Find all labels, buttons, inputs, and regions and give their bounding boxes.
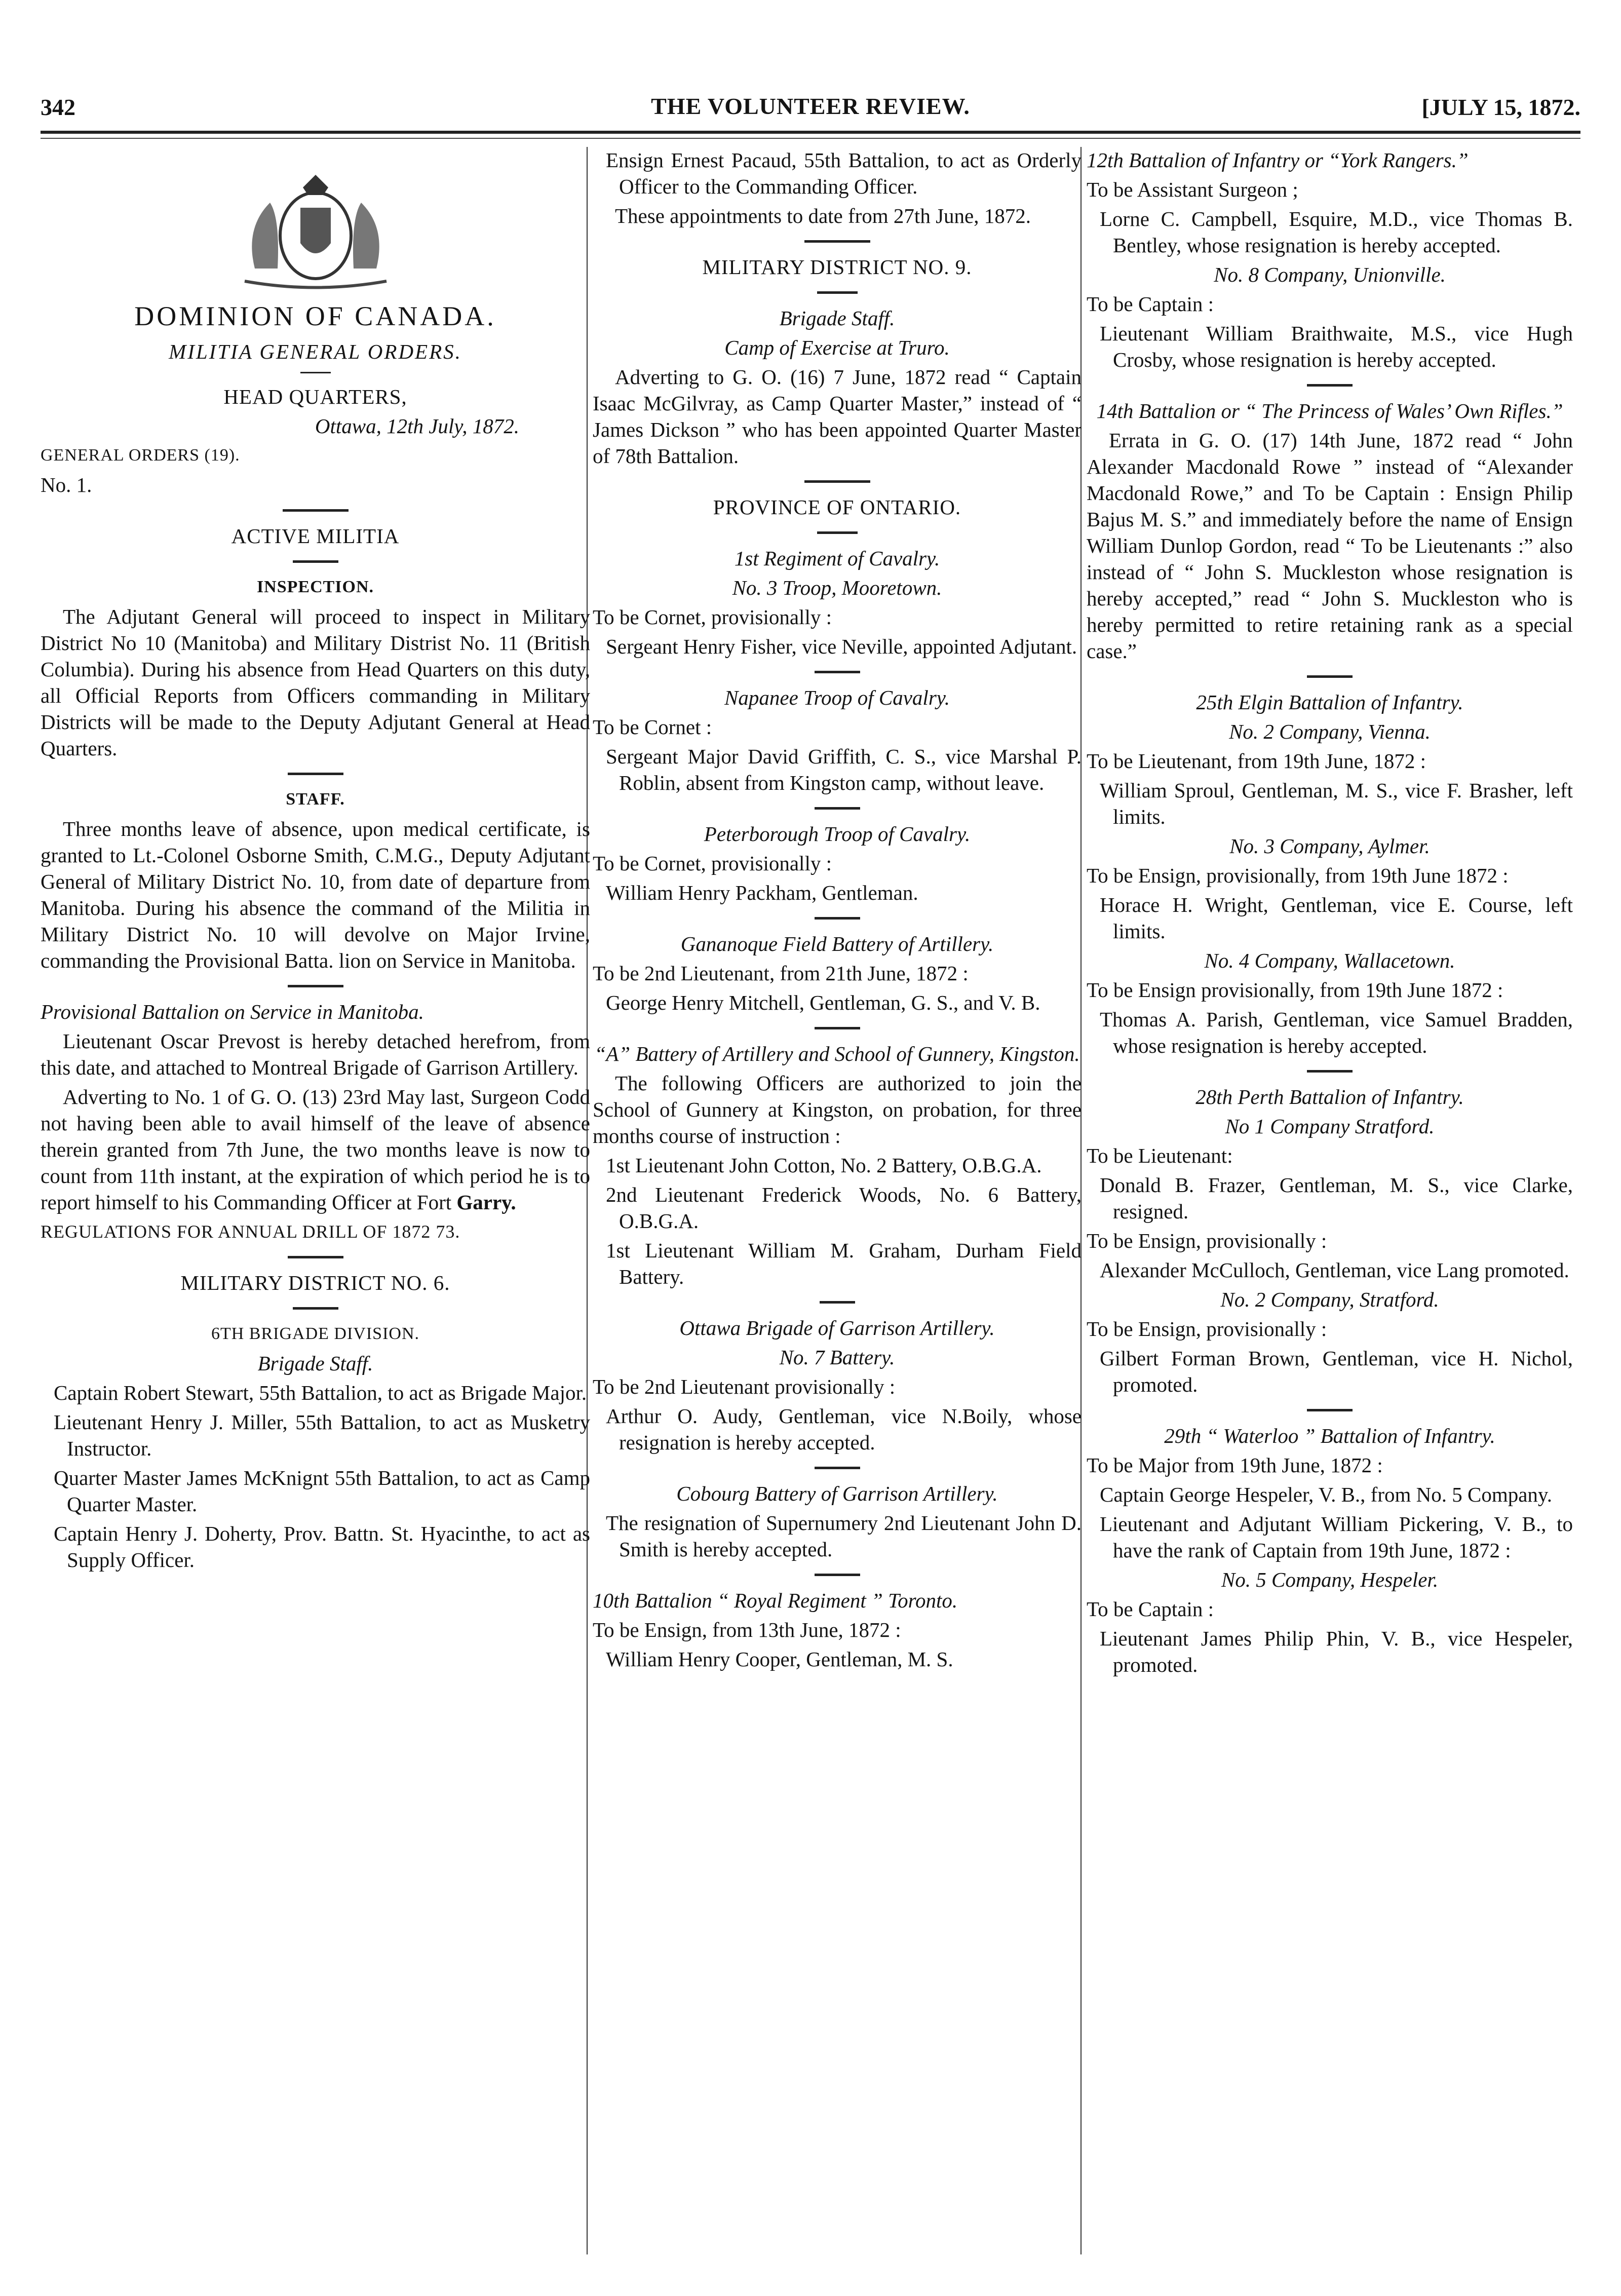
separator — [1307, 1070, 1353, 1073]
appointment-label: To be Cornet, provisionally : — [593, 605, 832, 629]
paragraph: Adverting to G. O. (16) 7 June, 1872 read “ Captain Isaac McGilvray, as Camp Quarter Master,” instead of “ James Dickson ” who has been appointed Quarter Master of 78th Battalion. — [593, 365, 1082, 468]
header-rule-thin — [41, 138, 1580, 139]
appointment-label: To be Ensign, from 13th June, 1872 : — [593, 1618, 901, 1641]
province-heading: PROVINCE OF ONTARIO. — [713, 495, 961, 519]
separator — [815, 671, 860, 673]
separator — [815, 917, 860, 920]
adverting-text: Adverting to No. 1 of G. O. (13) 23rd May last, Surgeon Codd not having been able to avail himself of the leave of absence therein granted from 7th June, the two months leave is now to count from 11th instant, at the expiration of which period he is to report himself to his Commanding Officer at Fort — [41, 1085, 590, 1214]
separator — [820, 1301, 855, 1304]
appointment: Lieutenant Henry J. Miller, 55th Battalion, to act as Musketry Instructor. — [54, 1410, 590, 1460]
appointment-label: To be Captain : — [1087, 292, 1214, 316]
column-1 — [41, 147, 590, 1576]
dominion-heading: DOMINION OF CANADA. — [134, 301, 496, 331]
paragraph: Errata in G. O. (17) 14th June, 1872 read “ John Alexander Macdonald Rowe ” instead of “Alexander Macdonald Rowe,” and To be Captain : Ensign Philip Bajus M. S.” and immediately before the name of Ensign William Dunlop Gordon, read “ To be Lieutenants :” also instead of “ John S. Muckleston whose resignation is hereby accepted,” read “ John S. Muckleston who is hereby permitted to retire retaining rank as a special case.” — [1087, 429, 1573, 663]
appointment-label: To be Assistant Surgeon ; — [1087, 178, 1298, 201]
head-quarters: HEAD QUARTERS, — [223, 385, 407, 408]
column-3 — [1087, 147, 1573, 1681]
separator — [1307, 384, 1353, 387]
separator — [804, 240, 870, 243]
paragraph — [41, 1084, 590, 1215]
appointment-label: To be Ensign, provisionally : — [1087, 1229, 1327, 1252]
appointment-label: To be Cornet, provisionally : — [593, 852, 832, 875]
subheading: Provisional Battalion on Service in Manitoba. — [41, 1000, 424, 1023]
subheading: 14th Battalion or “ The Princess of Wales’ Own Rifles.” — [1096, 399, 1563, 423]
subheading: No. 2 Company, Stratford. — [1220, 1288, 1439, 1311]
separator — [293, 560, 338, 563]
subheading: 25th Elgin Battalion of Infantry. — [1196, 691, 1463, 714]
appointment: Sergeant Major David Griffith, C. S., vice Marshal P. Roblin, absent from Kingston camp, without leave. — [606, 745, 1082, 794]
appointment: Horace H. Wright, Gentleman, vice E. Course, left limits. — [1100, 893, 1573, 943]
separator — [288, 1256, 343, 1258]
appointment: The resignation of Supernumery 2nd Lieutenant John D. Smith is hereby accepted. — [606, 1511, 1082, 1561]
appointment: 1st Lieutenant John Cotton, No. 2 Battery, O.B.G.A. — [606, 1154, 1042, 1177]
subheading: Gananoque Field Battery of Artillery. — [680, 932, 994, 955]
subheading: No. 5 Company, Hespeler. — [1221, 1568, 1439, 1591]
appointment-label: To be Major from 19th June, 1872 : — [1087, 1453, 1383, 1477]
separator — [1307, 1409, 1353, 1411]
orders-title: MILITIA GENERAL ORDERS. — [169, 340, 462, 363]
appointment: Alexander McCulloch, Gentleman, vice Lang promoted. — [1100, 1258, 1569, 1282]
district-heading: MILITARY DISTRICT NO. 9. — [702, 255, 972, 279]
appointment: Arthur O. Audy, Gentleman, vice N.Boily, whose resignation is hereby accepted. — [606, 1404, 1082, 1454]
separator — [288, 773, 343, 775]
appointment-label: To be Cornet : — [593, 715, 712, 739]
subheading: No. 2 Company, Vienna. — [1229, 720, 1431, 743]
royal-coat-of-arms-icon — [224, 167, 407, 294]
subheading: No. 8 Company, Unionville. — [1214, 263, 1446, 286]
appointment: Gilbert Forman Brown, Gentleman, vice H. Nichol, promoted. — [1100, 1347, 1573, 1396]
subheading: Brigade Staff. — [779, 307, 895, 330]
subheading: Camp of Exercise at Truro. — [724, 336, 950, 359]
header-rule — [41, 131, 1580, 134]
page-date: [JULY 15, 1872. — [1421, 94, 1580, 120]
subheading: Brigade Staff. — [257, 1352, 373, 1375]
appointment-label: To be Ensign, provisionally : — [1087, 1317, 1327, 1341]
appointment-label: To be Ensign provisionally, from 19th June 1872 : — [1087, 978, 1503, 1002]
subheading: 10th Battalion “ Royal Regiment ” Toronto. — [593, 1589, 958, 1612]
fort-garry: Garry. — [456, 1191, 516, 1214]
paragraph: The Adjutant General will proceed to inspect in Military District No 10 (Manitoba) and Military Distrist No. 11 (British Columbia). During his absence from Head Quarters on this duty, all Official Reports from Officers commanding in Military Districts will be made to the Deputy Adjutant General at Head Quarters. — [41, 605, 590, 760]
subheading: “A” Battery of Artillery and School of Gunnery, Kingston. — [594, 1042, 1080, 1065]
place-date: Ottawa, 12th July, 1872. — [315, 414, 519, 438]
separator — [817, 291, 858, 294]
separator — [815, 1467, 860, 1469]
subheading: No. 3 Company, Aylmer. — [1229, 834, 1430, 858]
appointment: William Henry Cooper, Gentleman, M. S. — [606, 1648, 953, 1671]
subheading: 28th Perth Battalion of Infantry. — [1195, 1085, 1464, 1108]
separator — [300, 372, 331, 373]
appointment: Thomas A. Parish, Gentleman, vice Samuel Bradden, whose resignation is hereby accepted. — [1100, 1008, 1573, 1057]
subheading: 1st Regiment of Cavalry. — [734, 547, 940, 570]
order-number: No. 1. — [41, 473, 92, 496]
subheading: 29th “ Waterloo ” Battalion of Infantry. — [1164, 1424, 1495, 1447]
appointment: William Henry Packham, Gentleman. — [606, 881, 918, 904]
paragraph: Three months leave of absence, upon medical certificate, is granted to Lt.-Colonel Osborne Smith, C.M.G., Deputy Adjutant General of Military District No. 10, from date of departure from Manitoba. During his absence the command of the Militia in Military District No. 10 will devolve on Major Irvine, commanding the Provisional Batta. lion on Service in Manitoba. — [41, 817, 590, 972]
appointment-label: To be 2nd Lieutenant, from 21th June, 1872 : — [593, 962, 969, 985]
page-title: THE VOLUNTEER REVIEW. — [651, 93, 970, 119]
appointment: 1st Lieutenant William M. Graham, Durham Field Battery. — [606, 1239, 1082, 1288]
appointment-label: To be Captain : — [1087, 1597, 1214, 1621]
subheading-staff: STAFF. — [286, 790, 345, 809]
paragraph: The following Officers are authorized to join the School of Gunnery at Kingston, on probation, for three months course of instruction : — [593, 1072, 1082, 1147]
separator — [815, 1027, 860, 1029]
appointment: George Henry Mitchell, Gentleman, G. S., and V. B. — [606, 991, 1040, 1014]
appointment-label: To be Lieutenant: — [1087, 1144, 1233, 1167]
page-header — [41, 84, 1580, 124]
district-heading: MILITARY DISTRICT NO. 6. — [180, 1271, 450, 1294]
separator — [288, 985, 343, 987]
regulations-heading: REGULATIONS FOR ANNUAL DRILL OF 1872 73. — [41, 1221, 460, 1242]
subheading: No. 3 Troop, Mooretown. — [732, 576, 942, 599]
separator — [293, 1307, 338, 1310]
subheading: Peterborough Troop of Cavalry. — [704, 822, 971, 846]
section-heading: ACTIVE MILITIA — [231, 524, 400, 548]
appointment: Lorne C. Campbell, Esquire, M.D., vice Thomas B. Bentley, whose resignation is hereby accepted. — [1100, 207, 1573, 257]
page-number: 342 — [41, 94, 75, 120]
column-2 — [593, 147, 1082, 1675]
subheading: Napanee Troop of Cavalry. — [724, 686, 950, 709]
separator — [283, 509, 349, 512]
appointment: Quarter Master James McKnignt 55th Battalion, to act as Camp Quarter Master. — [54, 1466, 590, 1516]
appointment: 2nd Lieutenant Frederick Woods, No. 6 Battery, O.B.G.A. — [606, 1183, 1082, 1233]
appointment-label: To be Lieutenant, from 19th June, 1872 : — [1087, 749, 1426, 773]
appointment: Donald B. Frazer, Gentleman, M. S., vice Clarke, resigned. — [1100, 1173, 1573, 1223]
appointment: Captain Henry J. Doherty, Prov. Battn. St. Hyacinthe, to act as Supply Officer. — [54, 1522, 590, 1572]
appointment: Captain George Hespeler, V. B., from No. 5 Company. — [1100, 1483, 1553, 1506]
separator — [1307, 675, 1353, 678]
subheading: No. 7 Battery. — [779, 1346, 895, 1369]
general-orders-number: GENERAL ORDERS (19). — [41, 446, 240, 465]
paragraph: Lieutenant Oscar Prevost is hereby detached herefrom, from this date, and attached to Montreal Brigade of Garrison Artillery. — [41, 1029, 590, 1079]
separator — [815, 807, 860, 810]
appointment: Lieutenant James Philip Phin, V. B., vice Hespeler, promoted. — [1100, 1627, 1573, 1676]
appointment-label: To be Ensign, provisionally, from 19th June 1872 : — [1087, 864, 1509, 887]
appointment: Sergeant Henry Fisher, vice Neville, appointed Adjutant. — [606, 635, 1077, 658]
subheading: 12th Battalion of Infantry or “York Rangers.” — [1087, 148, 1469, 172]
paragraph: These appointments to date from 27th June, 1872. — [615, 204, 1031, 227]
appointment: Lieutenant William Braithwaite, M.S., vice Hugh Crosby, whose resignation is hereby accepted. — [1100, 322, 1573, 371]
appointment: Captain Robert Stewart, 55th Battalion, to act as Brigade Major. — [54, 1381, 587, 1404]
appointment: William Sproul, Gentleman, M. S., vice F. Brasher, left limits. — [1100, 779, 1573, 828]
subheading: Cobourg Battery of Garrison Artillery. — [676, 1482, 998, 1505]
appointment: Ensign Ernest Pacaud, 55th Battalion, to act as Orderly Officer to the Commanding Officer. — [606, 148, 1082, 198]
subheading-inspection: INSPECTION. — [256, 578, 374, 596]
appointment: Lieutenant and Adjutant William Pickering, V. B., to have the rank of Captain from 19th June, 1872 : — [1100, 1512, 1573, 1562]
separator — [817, 531, 858, 534]
separator — [804, 480, 870, 483]
subheading: No. 4 Company, Wallacetown. — [1204, 949, 1455, 972]
subheading: No 1 Company Stratford. — [1225, 1115, 1435, 1138]
separator — [815, 1574, 860, 1576]
subheading: 6TH BRIGADE DIVISION. — [211, 1324, 420, 1343]
subheading: Ottawa Brigade of Garrison Artillery. — [679, 1316, 995, 1340]
appointment-label: To be 2nd Lieutenant provisionally : — [593, 1375, 896, 1398]
